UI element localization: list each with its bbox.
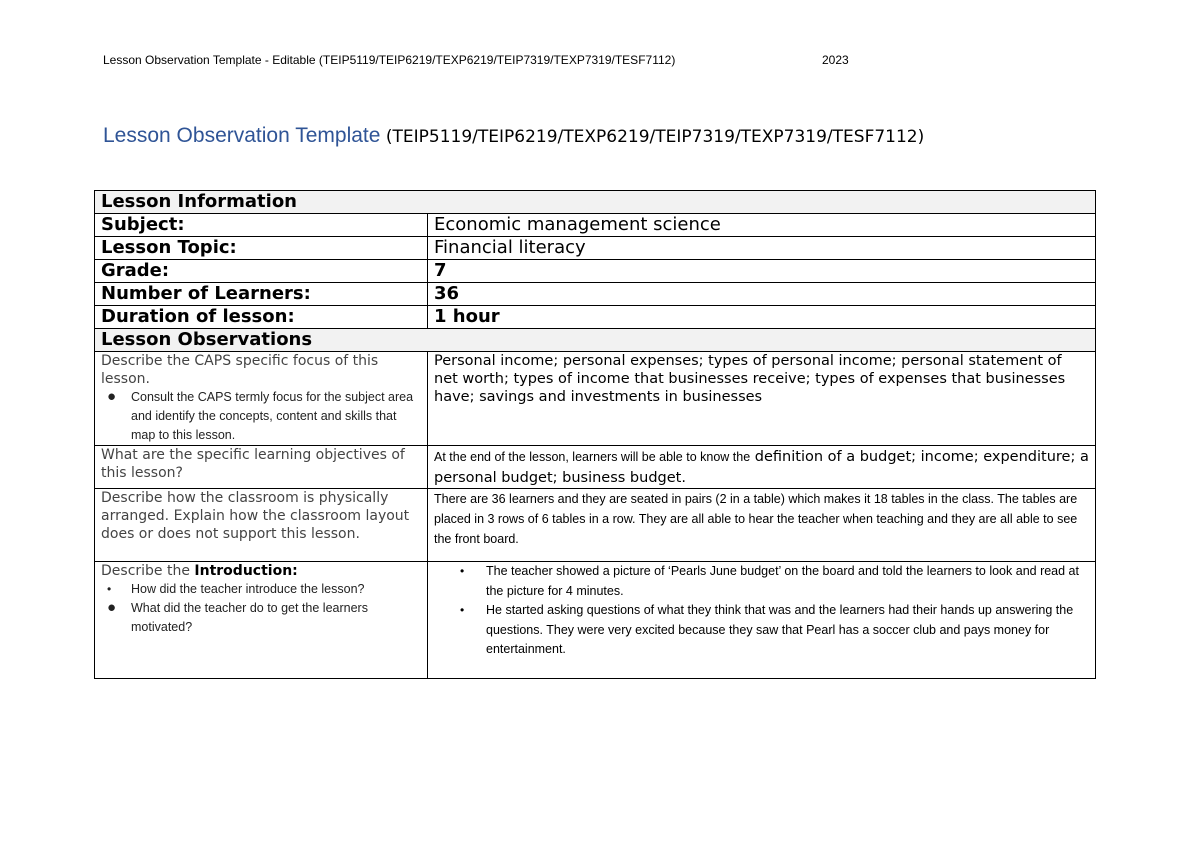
lesson-information-heading: Lesson Information — [95, 191, 1096, 214]
grade-value: 7 — [428, 260, 1096, 283]
caps-focus-row — [95, 352, 1096, 446]
classroom-answer: There are 36 learners and they are seated in pairs (2 in a table) which makes it 18 tables in the class. The tables are placed in 3 rows of 6 tables in a row. They are all able to hear the teacher when teaching and they are all able to see the front board. — [428, 489, 1096, 562]
bullet-dot-icon: ● — [107, 599, 117, 616]
bullet-dot-icon: ● — [107, 388, 117, 405]
objectives-answer-part-a: At the end of the lesson, learners will be able to know the — [434, 450, 751, 464]
introduction-answer-item: • The teacher showed a picture of ‘Pearls June budget’ on the board and told the learners to look and read at the picture for 4 minutes. — [460, 564, 1079, 598]
topic-label: Lesson Topic: — [95, 237, 428, 260]
topic-row — [95, 237, 1096, 260]
objectives-answer — [428, 446, 1096, 489]
classroom-row — [95, 489, 1096, 562]
topic-value: Financial literacy — [428, 237, 1096, 260]
learners-row — [95, 283, 1096, 306]
lesson-observations-heading: Lesson Observations — [95, 329, 1096, 352]
caps-focus-question-cell — [95, 352, 428, 446]
introduction-bullets — [101, 580, 421, 637]
bullet-icon: • — [460, 564, 465, 578]
introduction-question-cell — [95, 562, 428, 679]
subject-row — [95, 214, 1096, 237]
lesson-observations-header-row — [95, 329, 1096, 352]
caps-focus-bullets — [101, 388, 421, 445]
subject-value: Economic management science — [428, 214, 1096, 237]
introduction-answer-item: • He started asking questions of what they think that was and the learners had their hands up answering the questions. They were very excited because they saw that Pearl has a soccer club and pays money for entertainment. — [460, 603, 1074, 656]
header-text: Lesson Observation Template - Editable (TEIP5119/TEIP6219/TEXP6219/TEIP7319/TEXP7319/TESF7112) — [103, 53, 676, 67]
introduction-question: Describe the Introduction: — [101, 563, 298, 579]
bullet-icon: • — [460, 603, 465, 617]
caps-focus-answer: Personal income; personal expenses; types of personal income; personal statement of net worth; types of income that businesses receive; types of expenses that businesses have; savings and investments in businesses — [428, 352, 1096, 446]
lesson-information-header-row — [95, 191, 1096, 214]
title-main: Lesson Observation Template — [103, 124, 381, 147]
caps-focus-bullet: ● Consult the CAPS termly focus for the subject area and identify the concepts, content and skills that map to this lesson. — [107, 388, 414, 442]
caps-focus-question: Describe the CAPS specific focus of this lesson. — [101, 353, 379, 387]
header-year: 2023 — [822, 53, 849, 67]
classroom-question: Describe how the classroom is physically arranged. Explain how the classroom layout does or does not support this lesson. — [95, 489, 428, 562]
learners-value: 36 — [428, 283, 1096, 306]
title-codes: (TEIP5119/TEIP6219/TEXP6219/TEIP7319/TEXP7319/TESF7112) — [380, 127, 925, 147]
introduction-answer-cell — [428, 562, 1096, 679]
grade-label: Grade: — [95, 260, 428, 283]
subject-label: Subject: — [95, 214, 428, 237]
document-title — [103, 124, 924, 148]
duration-label: Duration of lesson: — [95, 306, 428, 329]
objectives-row — [95, 446, 1096, 489]
introduction-answers — [434, 562, 1089, 660]
page-header — [103, 53, 849, 67]
objectives-question: What are the specific learning objectives of this lesson? — [95, 446, 428, 489]
introduction-bullet: • How did the teacher introduce the lesson? — [131, 580, 421, 599]
bullet-icon: • — [107, 582, 112, 596]
lesson-observation-table — [94, 190, 1096, 679]
duration-row — [95, 306, 1096, 329]
duration-value: 1 hour — [428, 306, 1096, 329]
introduction-row — [95, 562, 1096, 679]
grade-row — [95, 260, 1096, 283]
introduction-bullet: ● What did the teacher do to get the learners motivated? — [107, 599, 368, 634]
learners-label: Number of Learners: — [95, 283, 428, 306]
objectives-answer-part-b: definition of a budget; income; expenditure; a personal budget; business budget. — [434, 449, 1089, 486]
